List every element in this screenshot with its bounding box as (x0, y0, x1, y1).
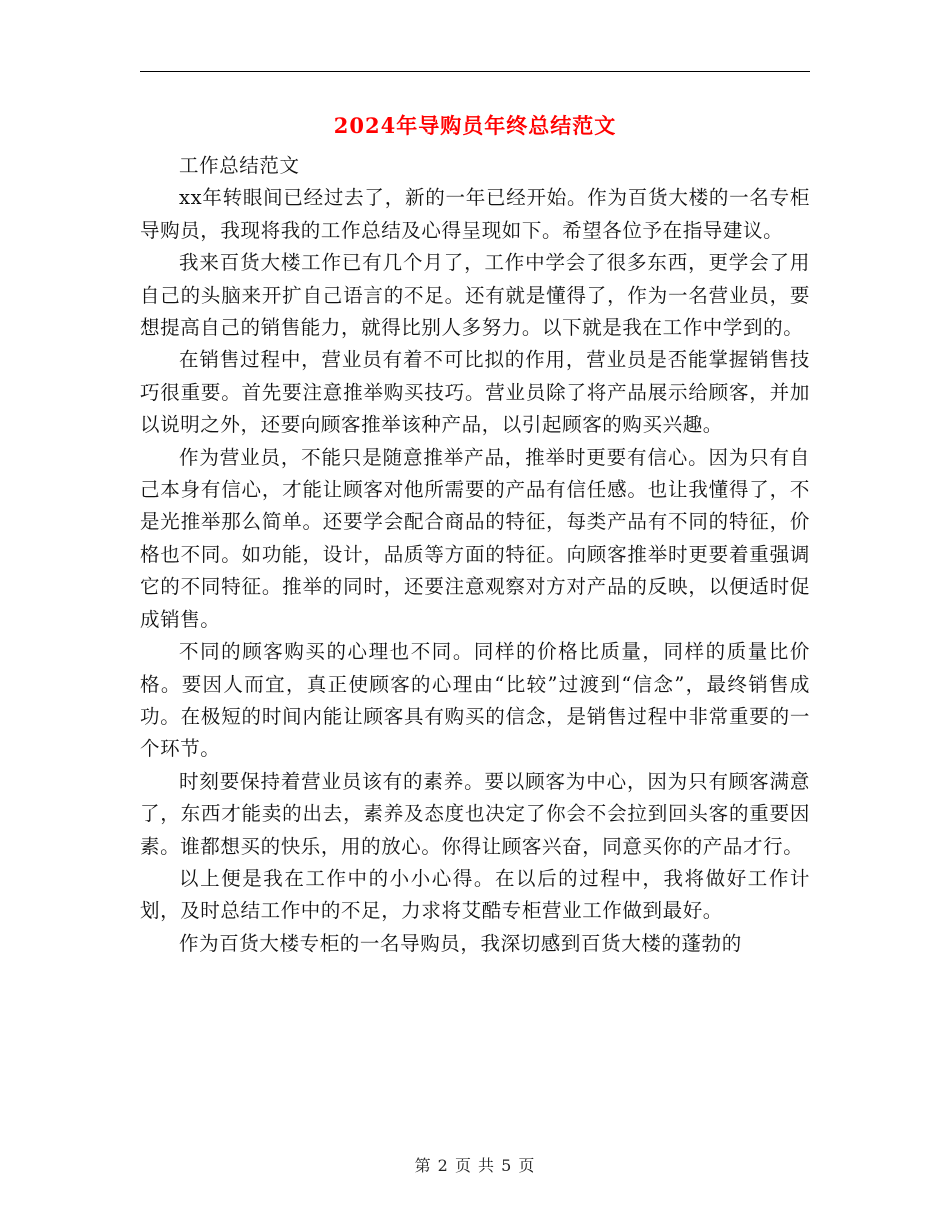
paragraph: 作为百货大楼专柜的一名导购员，我深切感到百货大楼的蓬勃的 (179, 931, 742, 955)
paragraph-heading: 工作总结范文 (179, 154, 300, 177)
header-rule (140, 71, 810, 72)
paragraph: 时刻要保持着营业员该有的素养。要以顾客为中心，因为只有顾客满意了，东西才能卖的出去，素养及态度也决定了你会不会拉到回头客的重要因素。谁都想买的快乐，用的放心。你得让顾客兴奋，同意买你的产品才行。 (140, 769, 810, 858)
paragraph: xx年转眼间已经过去了，新的一年已经开始。作为百货大楼的一名专柜导购员，我现将我的工作总结及心得呈现如下。希望各位予在指导建议。 (140, 186, 810, 242)
paragraph: 不同的顾客购买的心理也不同。同样的价格比质量，同样的质量比价格。要因人而宜，真正使顾客的心理由“比较”过渡到“信念”，最终销售成功。在极短的时间内能让顾客具有购买的信念，是销售过程中非常重要的一个环节。 (140, 640, 810, 761)
paragraph: 作为营业员，不能只是随意推举产品，推举时更要有信心。因为只有自己本身有信心，才能让顾客对他所需要的产品有信任感。也让我懂得了，不是光推举那么简单。还要学会配合商品的特征，每类产品有不同的特征，价格也不同。如功能，设计，品质等方面的特征。向顾客推举时更要着重强调它的不同特征。推举的同时，还要注意观察对方对产品的反映，以便适时促成销售。 (140, 445, 810, 631)
paragraph: 我来百货大楼工作已有几个月了，工作中学会了很多东西，更学会了用自己的头脑来开扩自己语言的不足。还有就是懂得了，作为一名营业员，要想提高自己的销售能力，就得比别人多努力。以下就是我在工作中学到的。 (140, 251, 810, 340)
document-title: 2024年导购员年终总结范文 (333, 113, 617, 138)
document-body (140, 150, 810, 960)
paragraph: 在销售过程中，营业员有着不可比拟的作用，营业员是否能掌握销售技巧很重要。首先要注意推举购买技巧。营业员除了将产品展示给顾客，并加以说明之外，还要向顾客推举该种产品，以引起顾客的购买兴趣。 (140, 348, 810, 437)
paragraph: 以上便是我在工作中的小小心得。在以后的过程中，我将做好工作计划，及时总结工作中的不足，力求将艾酷专柜营业工作做到最好。 (140, 866, 810, 923)
page-number-footer: 第 2 页 共 5 页 (414, 1156, 536, 1175)
